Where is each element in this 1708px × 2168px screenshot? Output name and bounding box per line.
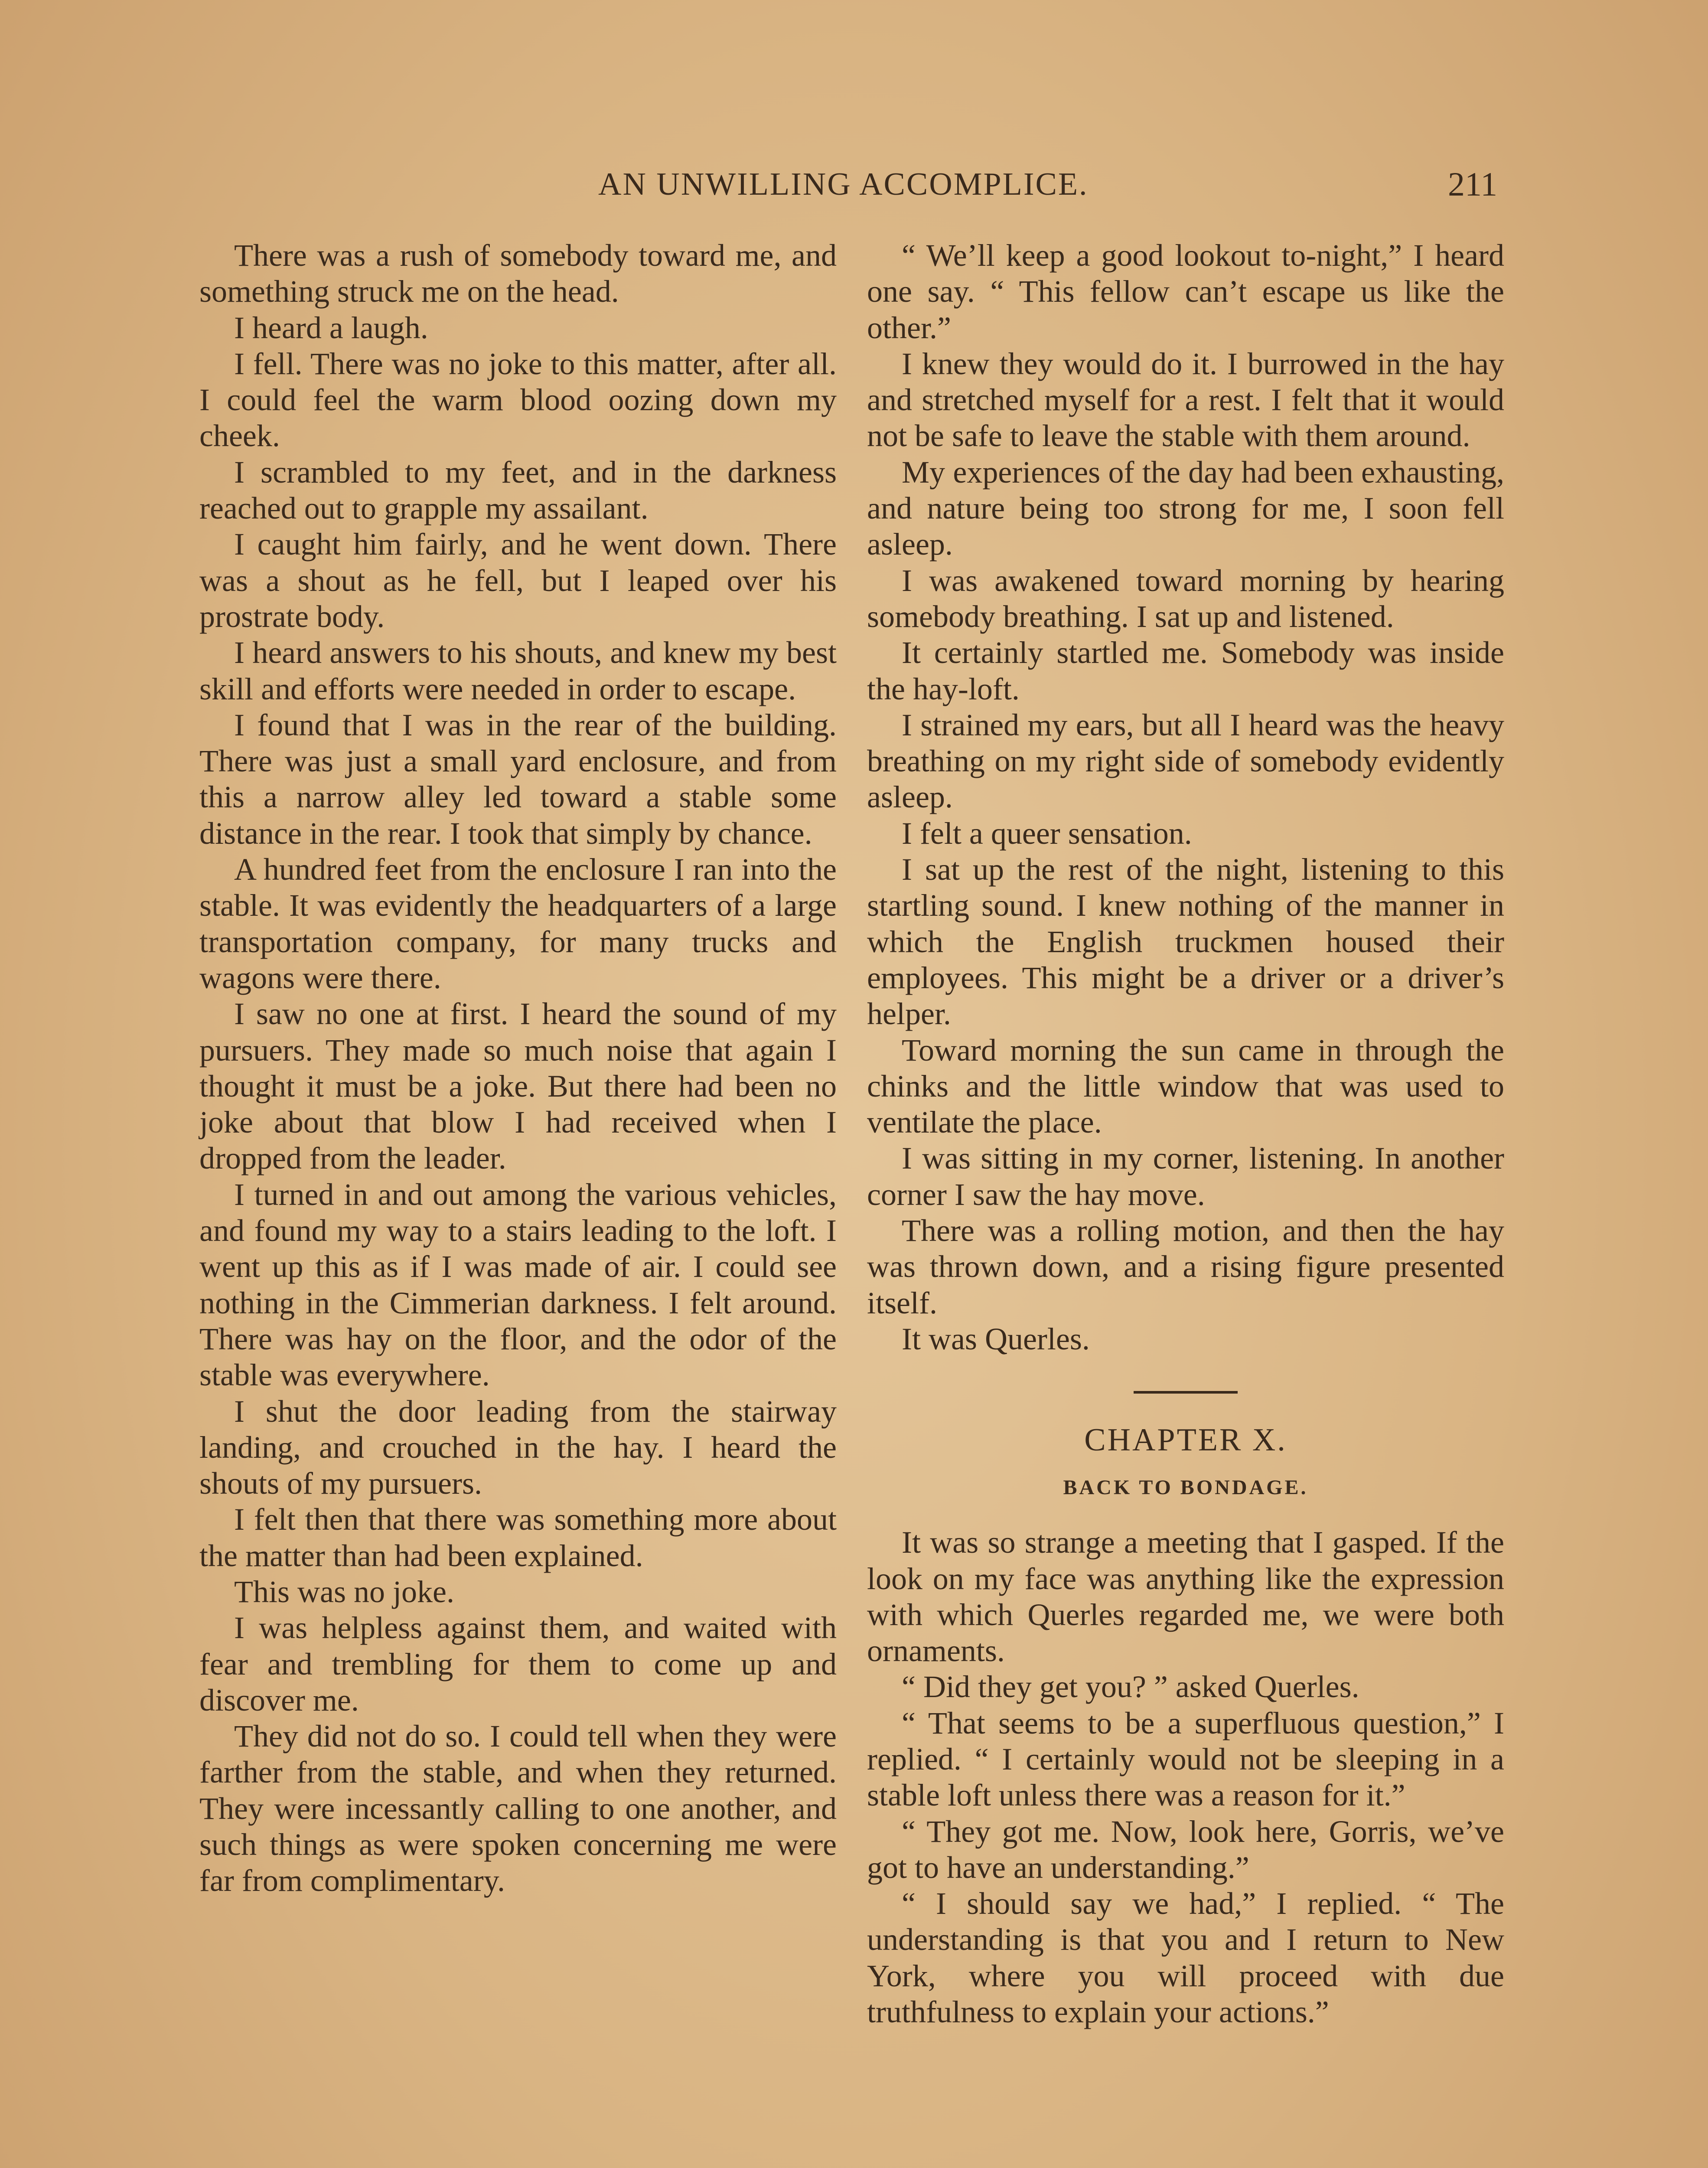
paragraph: I shut the door leading from the stairway landing, and crouched in the hay. I heard the shouts of my pursuers. xyxy=(199,1394,837,1501)
paragraph: I knew they would do it. I burrowed in the hay and stretched myself for a rest. I felt that it would not be safe to leave the stable with them around. xyxy=(867,346,1504,454)
paragraph: Toward morning the sun came in through the chinks and the little window that was used to ventilate the place. xyxy=(867,1032,1504,1140)
paragraph: There was a rolling motion, and then the hay was thrown down, and a rising figure presented itself. xyxy=(867,1213,1504,1320)
paragraph: They did not do so. I could tell when they were farther from the stable, and when they returned. They were incessantly calling to one another, and such things as were spoken concerning me were far from complimentary. xyxy=(199,1719,837,1898)
paragraph: I was awakened toward morning by hearing somebody breathing. I sat up and listened. xyxy=(867,563,1504,634)
paragraph: I found that I was in the rear of the building. There was just a small yard enclosure, and from this a narrow alley led toward a stable some distance in the rear. I took that simply by chance. xyxy=(199,707,837,851)
left-column xyxy=(199,238,837,1899)
running-title: AN UNWILLING ACCOMPLICE. xyxy=(598,167,1089,202)
chapter-title: CHAPTER X. xyxy=(1084,1422,1287,1458)
paragraph: I strained my ears, but all I heard was the heavy breathing on my right side of somebody evidently asleep. xyxy=(867,707,1504,815)
paragraph: “ I should say we had,” I replied. “ The understanding is that you and I return to New York, where you will proceed with due truthfulness to explain your actions.” xyxy=(867,1886,1504,2030)
paragraph: I felt a queer sensation. xyxy=(902,816,1192,851)
paragraph: My experiences of the day had been exhausting, and nature being too strong for me, I soon fell asleep. xyxy=(867,454,1504,562)
paragraph: I caught him fairly, and he went down. There was a shout as he fell, but I leaped over his prostrate body. xyxy=(199,527,837,634)
paragraph: It was Querles. xyxy=(902,1321,1090,1356)
right-column xyxy=(867,238,1504,2030)
paragraph: I fell. There was no joke to this matter, after all. I could feel the warm blood oozing down my cheek. xyxy=(199,346,837,454)
paragraph: It was so strange a meeting that I gasped. If the look on my face was anything like the expression with which Querles regarded me, we were both ornaments. xyxy=(867,1525,1504,1668)
paragraph: This was no joke. xyxy=(234,1574,454,1609)
paragraph: I turned in and out among the various vehicles, and found my way to a stairs leading to the loft. I went up this as if I was made of air. I could see nothing in the Cimmerian darkness. I felt around. There was hay on the floor, and the odor of the stable was everywhere. xyxy=(199,1177,837,1393)
paragraph: There was a rush of somebody toward me, and something struck me on the head. xyxy=(199,238,837,309)
paragraph: “ They got me. Now, look here, Gorris, we’ve got to have an understanding.” xyxy=(867,1814,1504,1885)
paragraph: I sat up the rest of the night, listening to this startling sound. I knew nothing of the manner in which the English truckmen housed their employees. This might be a driver or a driver’s helper. xyxy=(867,852,1504,1032)
paragraph: “ Did they get you? ” asked Querles. xyxy=(902,1669,1359,1704)
paragraph: I heard answers to his shouts, and knew my best skill and efforts were needed in order to escape. xyxy=(199,635,837,706)
chapter-subtitle: BACK TO BONDAGE. xyxy=(1063,1476,1308,1499)
paragraph: I scrambled to my feet, and in the darkness reached out to grapple my assailant. xyxy=(199,454,837,526)
paragraph: I was helpless against them, and waited with fear and trembling for them to come up and discover me. xyxy=(199,1610,837,1717)
section-divider xyxy=(1134,1391,1238,1394)
paragraph: A hundred feet from the enclosure I ran into the stable. It was evidently the headquarters of a large transportation company, for many trucks and wagons were there. xyxy=(199,852,837,995)
paragraph: “ We’ll keep a good lookout to-night,” I heard one say. “ This fellow can’t escape us like the other.” xyxy=(867,238,1504,345)
paragraph: “ That seems to be a superfluous question,” I replied. “ I certainly would not be sleeping in a stable loft unless there was a reason for it.” xyxy=(867,1705,1504,1813)
paragraph: I heard a laugh. xyxy=(234,310,428,345)
paragraph: It certainly startled me. Somebody was inside the hay-loft. xyxy=(867,635,1504,706)
page-number: 211 xyxy=(1448,165,1498,203)
paragraph: I was sitting in my corner, listening. In another corner I saw the hay move. xyxy=(867,1141,1504,1212)
paragraph: I felt then that there was something more about the matter than had been explained. xyxy=(199,1502,837,1573)
running-header xyxy=(598,160,1509,208)
paragraph: I saw no one at first. I heard the sound of my pursuers. They made so much noise that again I thought it must be a joke. But there had been no joke about that blow I had received when I dropped from the leader. xyxy=(199,996,837,1176)
